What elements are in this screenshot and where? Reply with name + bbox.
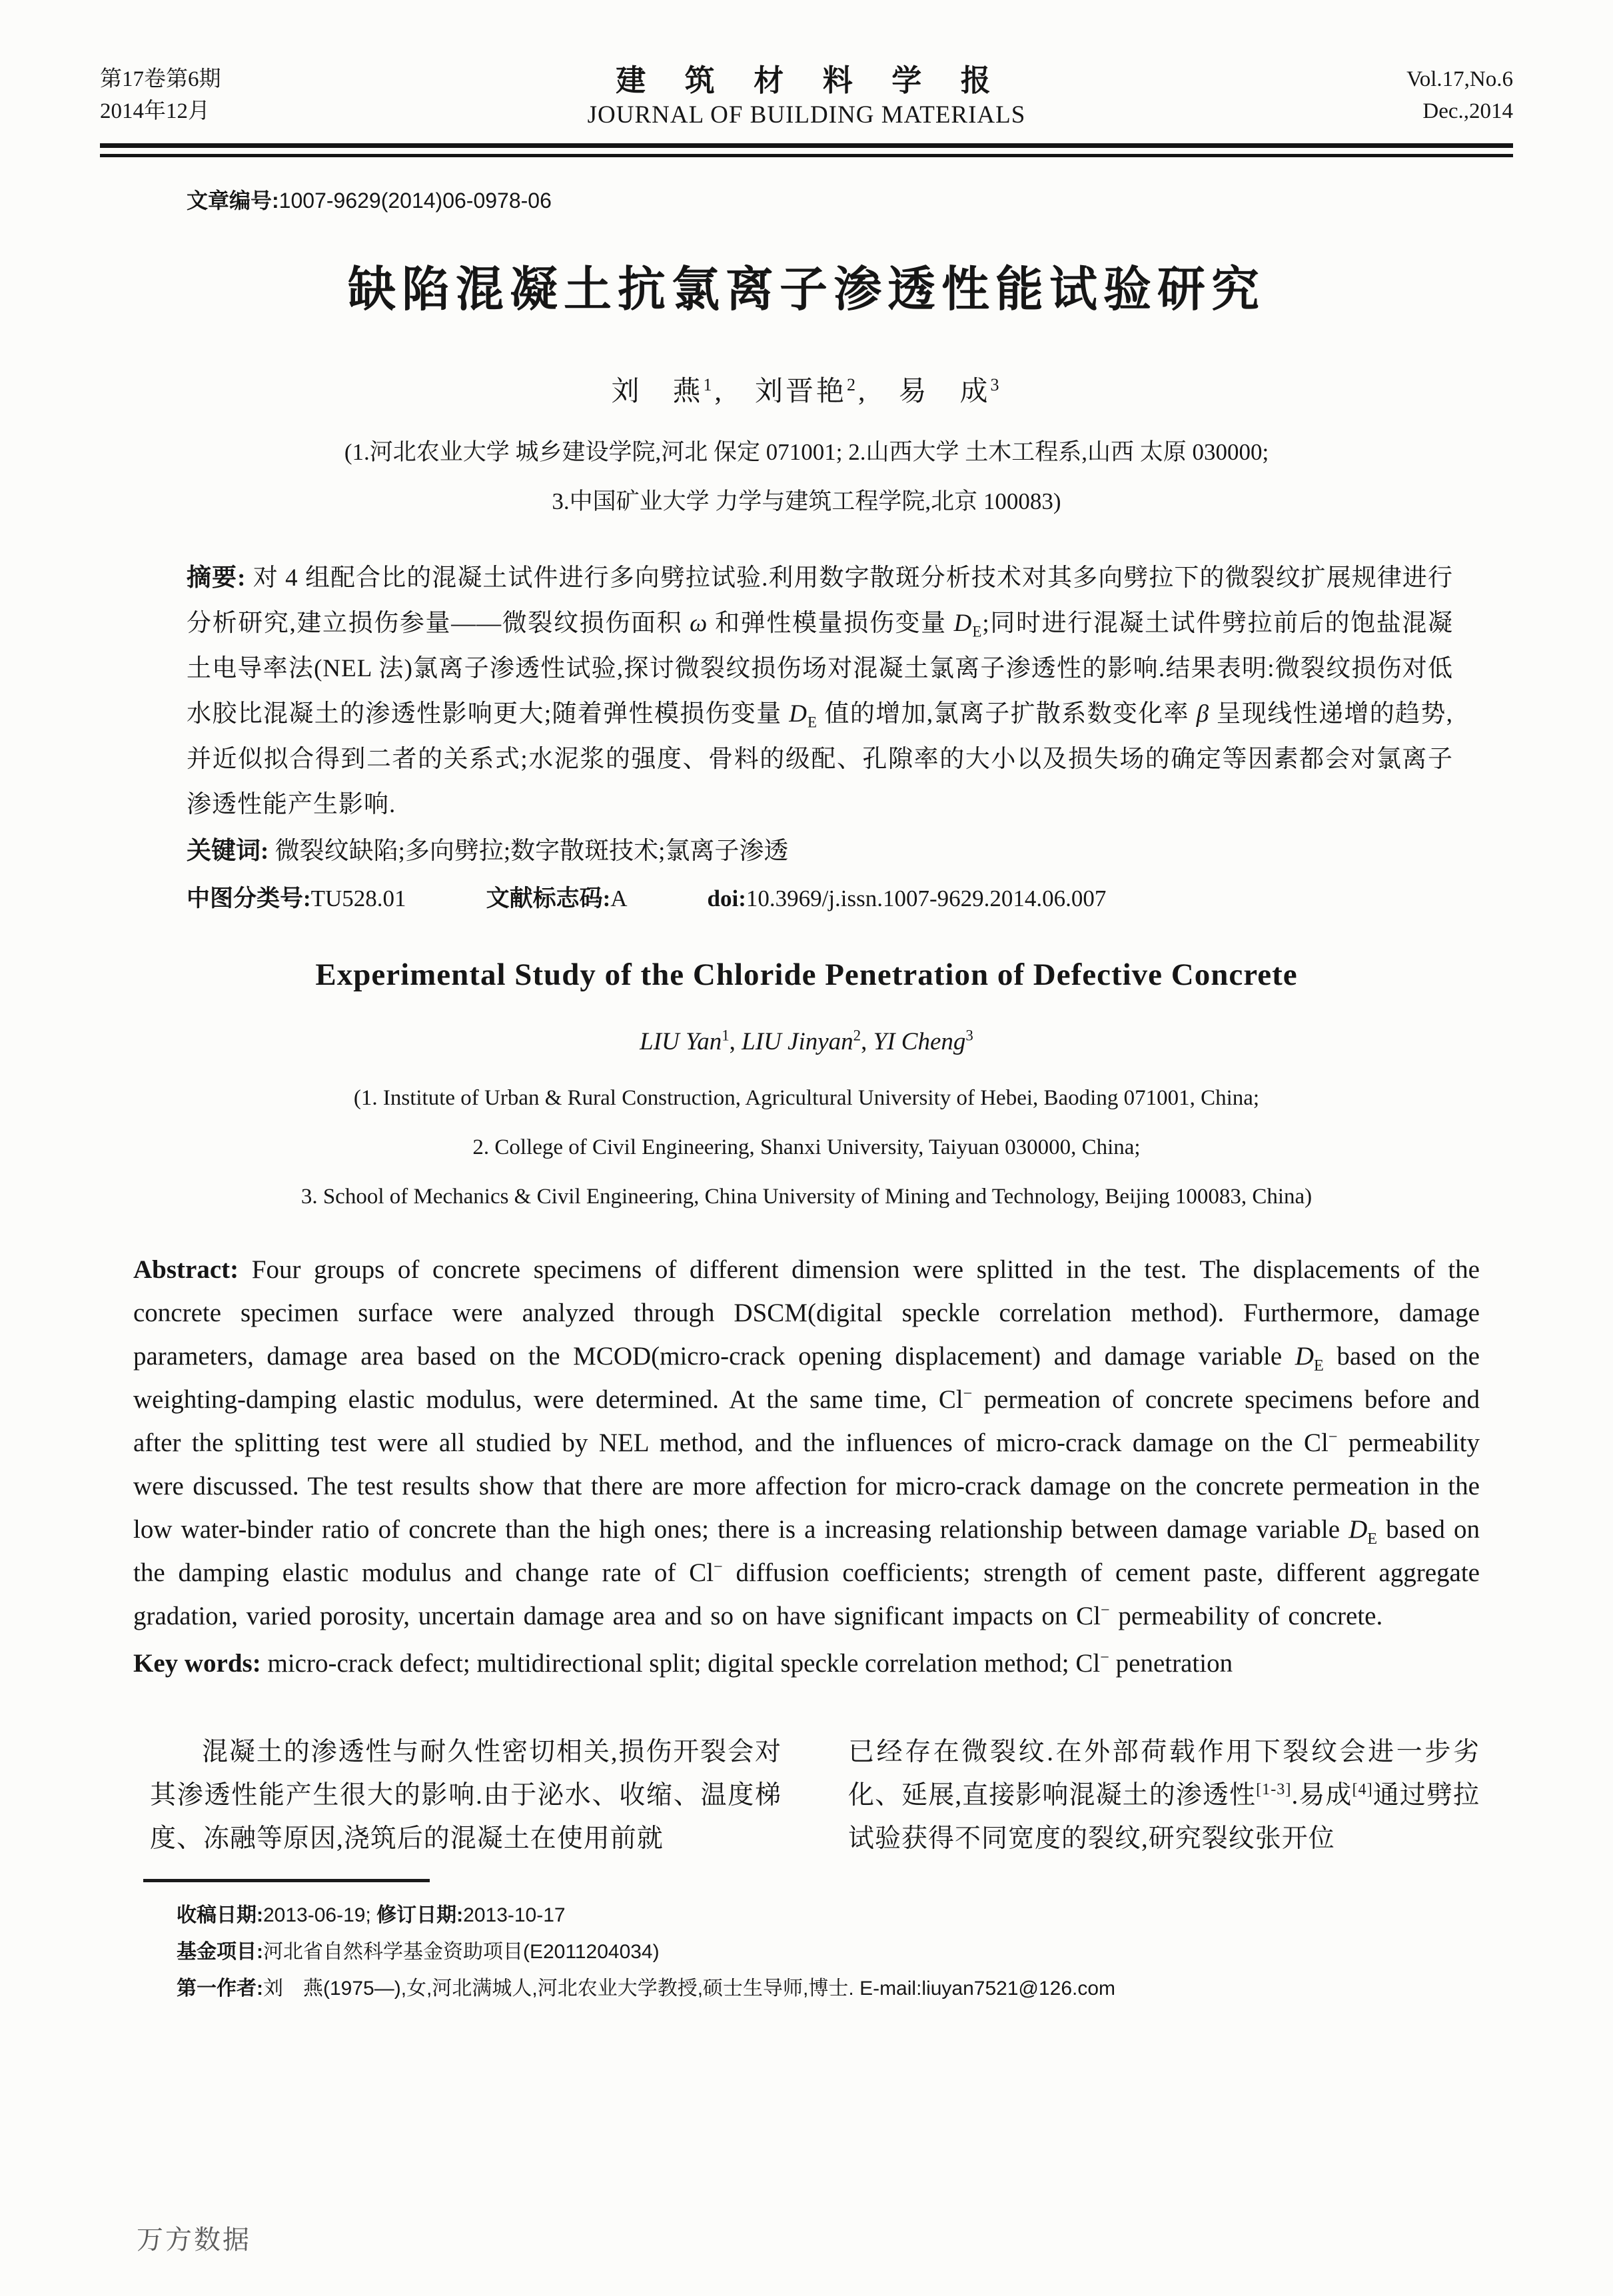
footnote-divider [143,1879,430,1882]
affiliations-en [133,1073,1480,1221]
journal-title-en: JOURNAL OF BUILDING MATERIALS [587,101,1026,129]
volume-issue-en: Vol.17,No.6 [1406,67,1513,91]
volume-issue-cn: 第17卷第6期 [100,67,221,91]
abstract-en: Abstract: Four groups of concrete specimens of different dimension were splitted in the test. The displacements of the concrete specimen surface were analyzed through DSCM(digital speckle correlation method). Furthermore, damage parameters, damage area based on the MCOD(micro-crack opening displacement) and damage variable $D_E$ based on the weighting-damping elastic modulus, were determined. At the same time, Cl− permeation of concrete specimens before and after the splitting test were all studied by NEL method, and the influences of micro-crack damage on the Cl− permeability were discussed. The test results show that there are more affection for micro-crack damage on the concrete permeation in the low water-binder ratio of concrete than the high ones; there is a increasing relationship between damage variable $D_E$ based on the damping elastic modulus and change rate of Cl− diffusion coefficients; strength of cement paste, different aggregate gradation, varied porosity, uncertain damage area and so on have significant impacts on Cl− permeability of concrete. [133,1255,1480,1630]
abstract-cn: 摘要: 对 4 组配合比的混凝土试件进行多向劈拉试验.利用数字散斑分析技术对其多向劈拉下的微裂纹扩展规律进行分析研究,建立损伤参量——微裂纹损伤面积 ω 和弹性模量损伤变量 $D_E$;同时进行混凝土试件劈拉前后的饱盐混凝土电导率法(NEL 法)氯离子渗透性试验,探讨微裂纹损伤场对混凝土氯离子渗透性的影响.结果表明:微裂纹损伤对低水胶比混凝土的渗透性影响更大;随着弹性模损伤变量 $D_E$ 值的增加,氯离子扩散系数变化率 β 呈现线性递增的趋势,并近似拟合得到二者的关系式;水泥浆的强度、骨料的级配、孔隙率的大小以及损失场的确定等因素都会对氯离子渗透性能产生影响. [187,564,1454,818]
doi: doi:10.3969/j.issn.1007-9629.2014.06.007 [707,885,1107,911]
date-cn: 2014年12月 [100,99,210,123]
body-columns [150,1730,1480,1860]
affiliation-cn-line2: 3.中国矿业大学 力学与建筑工程学院,北京 100083) [552,488,1061,514]
document-code: 文献标志码:A [486,885,628,911]
clc-number: 中图分类号:TU528.01 [187,885,406,911]
footnotes [177,1897,1480,2007]
body-column-right: 已经存在微裂纹.在外部荷载作用下裂纹会进一步劣化、延展,直接影响混凝土的渗透性[1-3].易成[4]通过劈拉试验获得不同宽度的裂纹,研究裂纹张开位 [848,1738,1480,1853]
paper-title-en: Experimental Study of the Chloride Penetration of Defective Concrete [315,957,1298,992]
watermark: 万方数据 [137,2225,251,2255]
header-divider [100,143,1513,157]
classification-line [187,882,1453,915]
header-issue-block [100,63,380,127]
article-number: 文章编号:1007-9629(2014)06-0978-06 [187,189,552,213]
journal-header [100,63,1513,133]
footnote-fund-project: 基金项目:河北省自然科学基金资助项目(E2011204034) [177,1941,660,1963]
header-volume-block [1233,63,1513,127]
keywords-cn: 关键词: 微裂纹缺陷;多向劈拉;数字散斑技术;氯离子渗透 [187,838,789,865]
footnote-first-author: 第一作者:刘 燕(1975—),女,河北满城人,河北农业大学教授,硕士生导师,博士. E-mail:liuyan7521@126.com [177,1978,1116,2000]
keywords-en: Key words: micro-crack defect; multidirectional split; digital speckle correlation method; Cl− penetration [133,1648,1233,1678]
authors-en: LIU Yan$^1$, LIU Jinyan$^2$, YI Cheng$^3$ [640,1027,973,1055]
affiliation-en-line3: 3. School of Mechanics & Civil Engineering, China University of Mining and Technology, Beijing 100083, China) [300,1185,1313,1209]
affiliation-cn-line1: (1.河北农业大学 城乡建设学院,河北 保定 071001; 2.山西大学 土木工程系,山西 太原 030000; [344,439,1269,465]
journal-title-cn: 建 筑 材 料 学 报 [616,63,997,97]
affiliation-en-line2: 2. College of Civil Engineering, Shanxi University, Taiyuan 030000, China; [472,1135,1141,1159]
footnote-received-date: 收稿日期:2013-06-19; 修订日期:2013-10-17 [177,1904,566,1926]
journal-title-block [380,63,1233,133]
body-column-left: 混凝土的渗透性与耐久性密切相关,损伤开裂会对其渗透性能产生很大的影响.由于泌水、收缩、温度梯度、冻融等原因,浇筑后的混凝土在使用前就 [150,1738,782,1853]
authors-cn: 刘 燕$^1$, 刘晋艳$^2$, 易 成$^3$ [611,375,1002,407]
affiliations-cn [133,428,1480,526]
date-en: Dec.,2014 [1422,99,1513,123]
affiliation-en-line1: (1. Institute of Urban & Rural Construction, Agricultural University of Hebei, Baoding 071001, China; [353,1086,1260,1110]
paper-title-cn: 缺陷混凝土抗氯离子渗透性能试验研究 [347,263,1265,316]
